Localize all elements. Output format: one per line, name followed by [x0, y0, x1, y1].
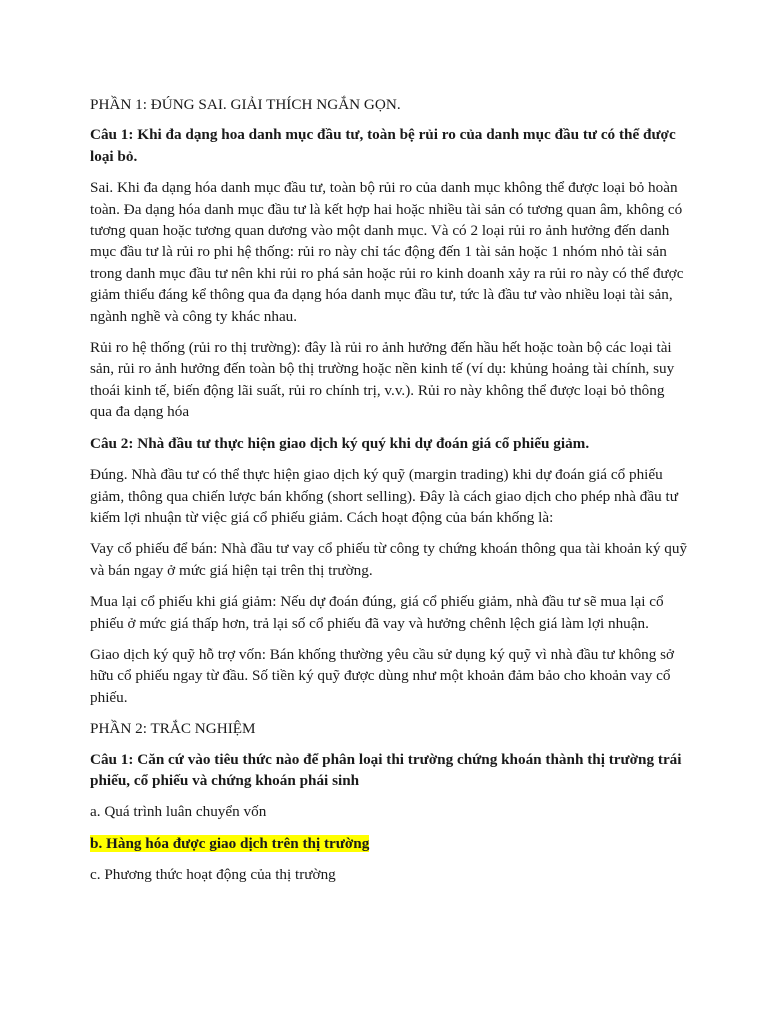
- part2-title: PHẦN 2: TRẮC NGHIỆM: [90, 720, 256, 738]
- part2-option-b-highlighted: b. Hàng hóa được giao dịch trên thị trường: [90, 834, 370, 852]
- part1-answer-1-paragraph-2: Rủi ro hệ thống (rủi ro thị trường): đây là rủi ro ảnh hưởng đến hầu hết hoặc toàn bộ các loại tài sản, rủi ro ảnh hưởng đến toàn bộ thị trường hoặc nền kinh tế (ví dụ: khủng hoảng tài chính, suy thoái kinh tế, biến động lãi suất, rủi ro chính trị, v.v.). Rủi ro này không thể được loại bỏ thông qua đa dạng hóa: [90, 339, 675, 421]
- part1-title: PHẦN 1: ĐÚNG SAI. GIẢI THÍCH NGẮN GỌN.: [90, 96, 401, 113]
- part1-answer-2-paragraph-2: Vay cổ phiếu để bán: Nhà đầu tư vay cổ phiếu từ công ty chứng khoán thông qua tài khoản ký quỹ và bán ngay ở mức giá hiện tại trên thị trường.: [90, 540, 688, 579]
- part2-question-1: Câu 1: Căn cứ vào tiêu thức nào để phân loại thi trường chứng khoán thành thị trường trái phiếu, cổ phiếu và chứng khoán phái sinh: [90, 750, 682, 789]
- part1-answer-1-paragraph-1: Sai. Khi đa dạng hóa danh mục đầu tư, toàn bộ rủi ro của danh mục không thể được loại bỏ hoàn toàn. Đa dạng hóa danh mục đầu tư là kết hợp hai hoặc nhiều tài sản có tương quan âm, không có tương quan hoặc tương quan dương vào một danh mục. Và có 2 loại rủi ro ảnh hưởng đến danh mục đầu tư là rủi ro phi hệ thống: rủi ro này chỉ tác động đến 1 tài sản hoặc 1 nhóm nhỏ tài sản trong danh mục đầu tư nên khi rủi ro phá sản hoặc rủi ro kinh doanh xảy ra rủi ro này có thể được giảm thiểu đáng kể thông qua đa dạng hóa danh mục đầu tư, tức là đầu tư vào nhiều loại tài sản, ngành nghề và công ty khác nhau.: [90, 179, 684, 325]
- part2-option-c: c. Phương thức hoạt động của thị trường: [90, 866, 336, 884]
- part1-answer-2-paragraph-3: Mua lại cổ phiếu khi giá giảm: Nếu dự đoán đúng, giá cổ phiếu giảm, nhà đầu tư sẽ mua lại cổ phiếu ở mức giá thấp hơn, trả lại số cổ phiếu đã vay và hưởng chênh lệch giá làm lợi nhuận.: [90, 593, 664, 632]
- part2-option-a: a. Quá trình luân chuyển vốn: [90, 803, 267, 821]
- part1-question-1: Câu 1: Khi đa dạng hoa danh mục đầu tư, toàn bệ rủi ro của danh mục đầu tư có thể được loại bỏ.: [90, 126, 676, 165]
- part1-question-2: Câu 2: Nhà đầu tư thực hiện giao dịch ký quý khi dự đoán giá cổ phiếu giảm.: [90, 434, 590, 452]
- part2-option-b-wrapper: [90, 833, 688, 854]
- part1-answer-2-paragraph-1: Đúng. Nhà đầu tư có thể thực hiện giao dịch ký quỹ (margin trading) khi dự đoán giá cổ phiếu giảm, thông qua chiến lược bán khống (short selling). Đây là cách giao dịch cho phép nhà đầu tư kiếm lợi nhuận từ việc giá cổ phiếu giảm. Cách hoạt động của bán khống là:: [90, 466, 678, 526]
- part1-answer-2-paragraph-4: Giao dịch ký quỹ hỗ trợ vốn: Bán khống thường yêu cầu sử dụng ký quỹ vì nhà đầu tư không sở hữu cổ phiếu ngay từ đầu. Số tiền ký quỹ được dùng như một khoản đảm bảo cho khoản vay cổ phiếu.: [90, 645, 675, 706]
